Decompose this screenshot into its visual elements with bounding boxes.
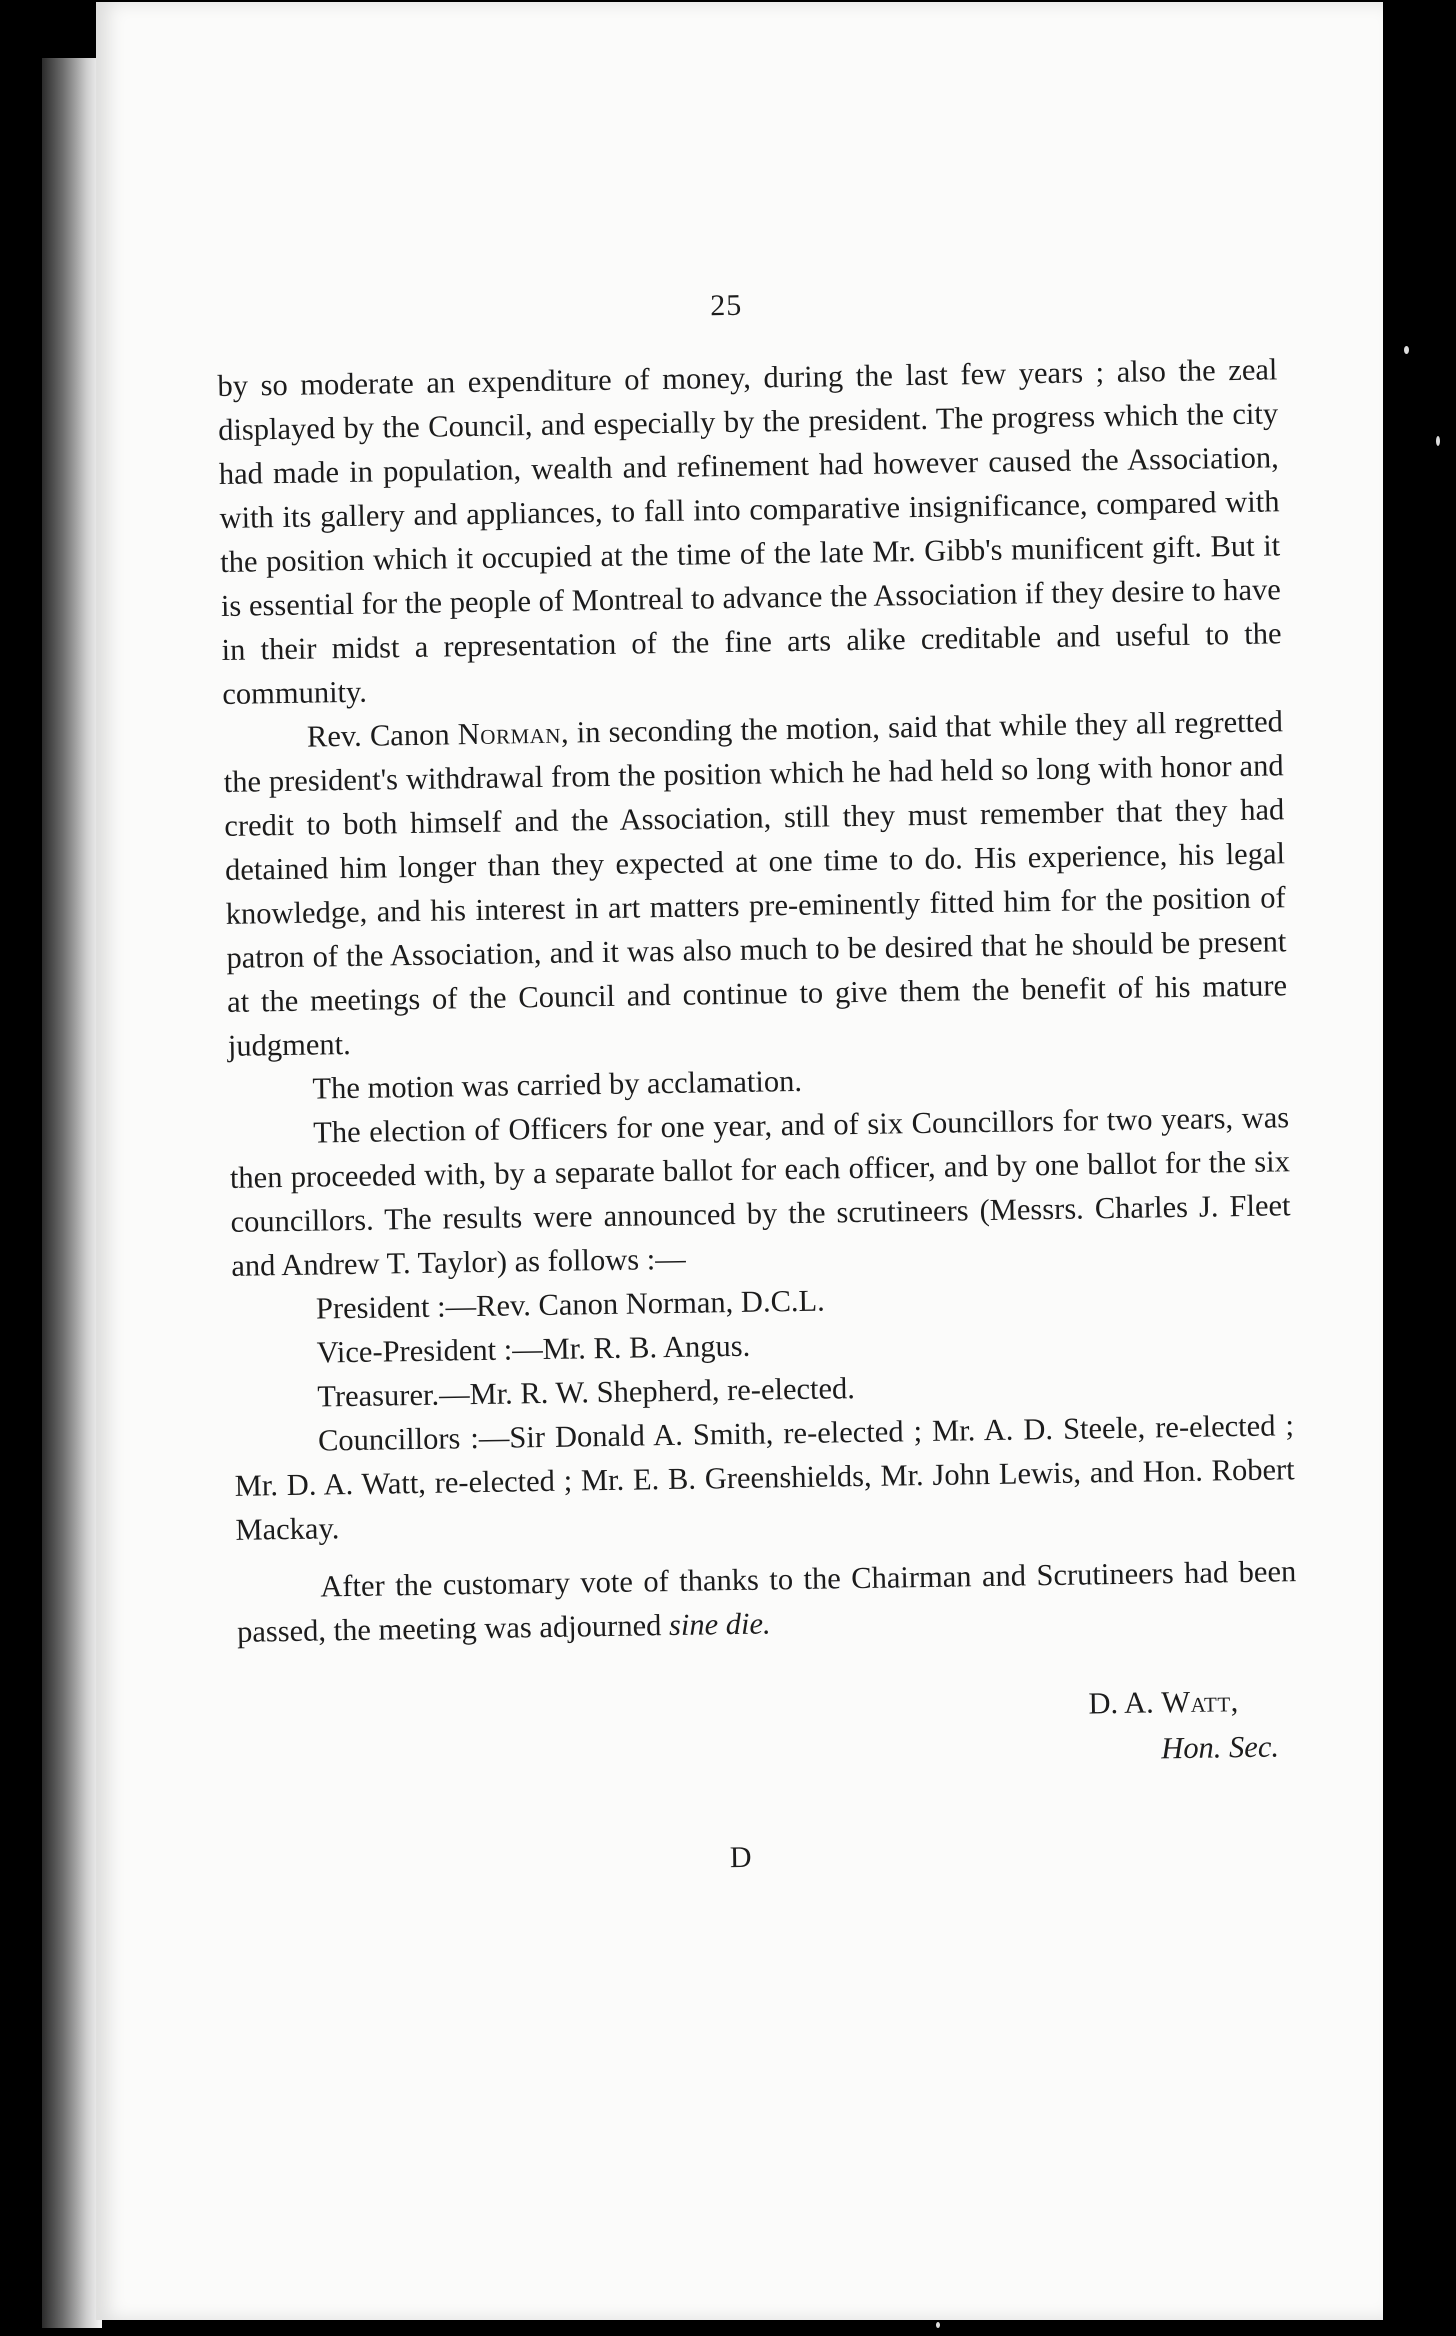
signature-name-prefix: D. A. — [1088, 1685, 1162, 1721]
binding-shadow — [42, 58, 102, 2328]
paragraph-2-prefix: Rev. Canon — [306, 717, 458, 754]
closing-paragraph — [236, 1549, 1297, 1654]
signature-title: Hon. Sec. — [1160, 1729, 1280, 1766]
scan-speck — [936, 2322, 940, 2328]
signature-name-suffix: , — [1230, 1684, 1239, 1719]
scan-speck — [1404, 346, 1409, 354]
scan-speck — [1436, 436, 1440, 446]
paragraph-2-body: , in seconding the motion, said that while they all regretted the president's withdrawal from the position which he had held so long with honor and credit to both himself and the Association, still they must remember that they had detained him longer than they expected at one time to do. His experience, his legal knowledge, and his interest in art matters pre-eminently fitted him for the position of patron of the Association, and it was also much to be desired that he should be present at the meetings of the Council and continue to give them the benefit of his mature judgment. — [223, 704, 1288, 1063]
speaker-name: Norman — [457, 715, 562, 752]
page-text — [216, 275, 1301, 1887]
paragraph-2 — [223, 699, 1288, 1068]
paragraph-4: The election of Officers for one year, and of six Councillors for two years, was then proceeded with, by a separate ballot for each officer, and by one ballot for the six councillors. The results were announced by the scrutineers (Messrs. Charles J. Fleet and Andrew T. Taylor) as follows :— — [229, 1100, 1291, 1283]
page-number: 25 — [710, 288, 743, 323]
paragraph-1: by so moderate an expenditure of money, during the last few years ; also the zeal displayed by the Council, and especially by the president. The progress which the city had made in population, wealth and refinement had however caused the Association, with its gallery and appliances, to fall into comparative insignificance, compared with the position which it occupied at the time of the late Mr. Gibb's munificent gift. But it is essential for the people of Montreal to advance the Association if they desire to have in their midst a representation of the fine arts alike creditable and useful to the community. — [217, 352, 1282, 711]
signature-surname: Watt — [1161, 1684, 1231, 1720]
signature-mark: D — [729, 1840, 752, 1875]
page — [96, 2, 1383, 2320]
officer-treasurer: Treasurer.—Mr. R. W. Shepherd, re-elected. — [317, 1371, 856, 1414]
officer-president: President :—Rev. Canon Norman, D.C.L. — [315, 1283, 826, 1326]
paragraph-3: The motion was carried by acclamation. — [312, 1063, 803, 1106]
signature-block — [238, 1677, 1299, 1786]
closing-latin: sine die. — [668, 1606, 771, 1643]
officer-councillors: Councillors :—Sir Donald A. Smith, re-elected ; Mr. A. D. Steele, re-elected ; Mr. D. A. Watt, re-elected ; Mr. E. B. Greenshields, Mr. John Lewis, and Hon. Robert Mackay. — [234, 1408, 1295, 1547]
officer-vice-president: Vice-President :—Mr. R. B. Angus. — [316, 1328, 751, 1370]
closing-text: After the customary vote of thanks to the Chairman and Scrutineers had been passed, the meeting was adjourned — [236, 1554, 1297, 1649]
